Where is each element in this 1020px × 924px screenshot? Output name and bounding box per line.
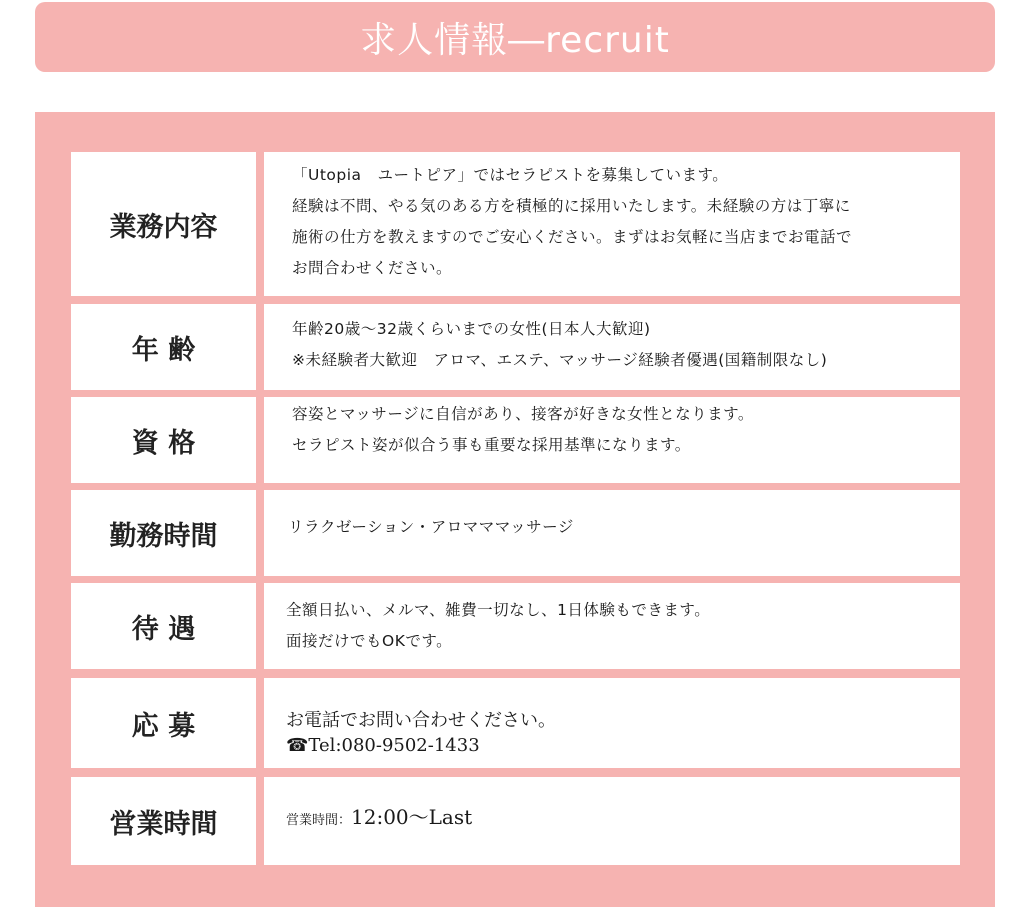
telephone-icon: ☎ — [286, 735, 309, 756]
content-benefits — [264, 583, 960, 669]
business-hours-value: 12:00～Last — [351, 805, 473, 829]
content-job-description — [264, 152, 960, 296]
business-hours-prefix: 営業時間： — [286, 813, 352, 828]
phone-line[interactable] — [286, 733, 960, 758]
content-business-hours — [264, 777, 960, 865]
label-business-hours — [71, 777, 256, 865]
text-line: 容姿とマッサージに自信があり、接客が好きな女性となります。 — [292, 405, 754, 423]
label-working-hours — [71, 490, 256, 576]
label-text: 営業時間 — [109, 808, 218, 840]
label-benefits — [71, 583, 256, 669]
label-text: 資 格 — [131, 427, 196, 459]
text-line: 「Utopia ユートピア」ではセラピストを募集しています。 — [292, 166, 729, 184]
text-line: お電話でお問い合わせください。 — [286, 710, 556, 731]
label-text: 勤務時間 — [109, 520, 218, 552]
text-line: お問合わせください。 — [292, 259, 453, 277]
recruit-header-banner — [35, 2, 995, 72]
text-line: ※未経験者大歓迎 アロマ、エステ、マッサージ経験者優遇(国籍制限なし) — [292, 351, 828, 369]
text-line: 全額日払い、メルマ、雑費一切なし、1日体験もできます。 — [286, 601, 711, 619]
text-line: セラピスト姿が似合う事も重要な採用基準になります。 — [292, 436, 691, 454]
content-qualifications — [264, 397, 960, 483]
text-line: 年齢20歳～32歳くらいまでの女性(日本人大歓迎) — [292, 320, 651, 338]
business-hours-line — [286, 805, 960, 833]
label-job-description — [71, 152, 256, 296]
label-text: 応 募 — [131, 710, 196, 742]
text-line: リラクゼーション・アロマママッサージ — [288, 518, 574, 536]
label-text: 年 齢 — [131, 334, 196, 366]
page-title: 求人情報―recruit — [360, 19, 670, 61]
text-line: 施術の仕方を教えますのでご安心ください。まずはお気軽に当店までお電話で — [292, 228, 853, 246]
label-text: 待 遇 — [131, 613, 196, 645]
label-qualifications — [71, 397, 256, 483]
content-age — [264, 304, 960, 390]
text-line: 経験は不問、やる気のある方を積極的に採用いたします。未経験の方は丁寧に — [292, 197, 851, 215]
content-working-hours — [264, 490, 960, 576]
text-line: 面接だけでもOKです。 — [286, 632, 453, 650]
label-text: 業務内容 — [109, 211, 218, 243]
content-apply — [264, 678, 960, 768]
label-apply — [71, 678, 256, 768]
phone-number[interactable]: Tel:080-9502-1433 — [308, 735, 480, 756]
label-age — [71, 304, 256, 390]
